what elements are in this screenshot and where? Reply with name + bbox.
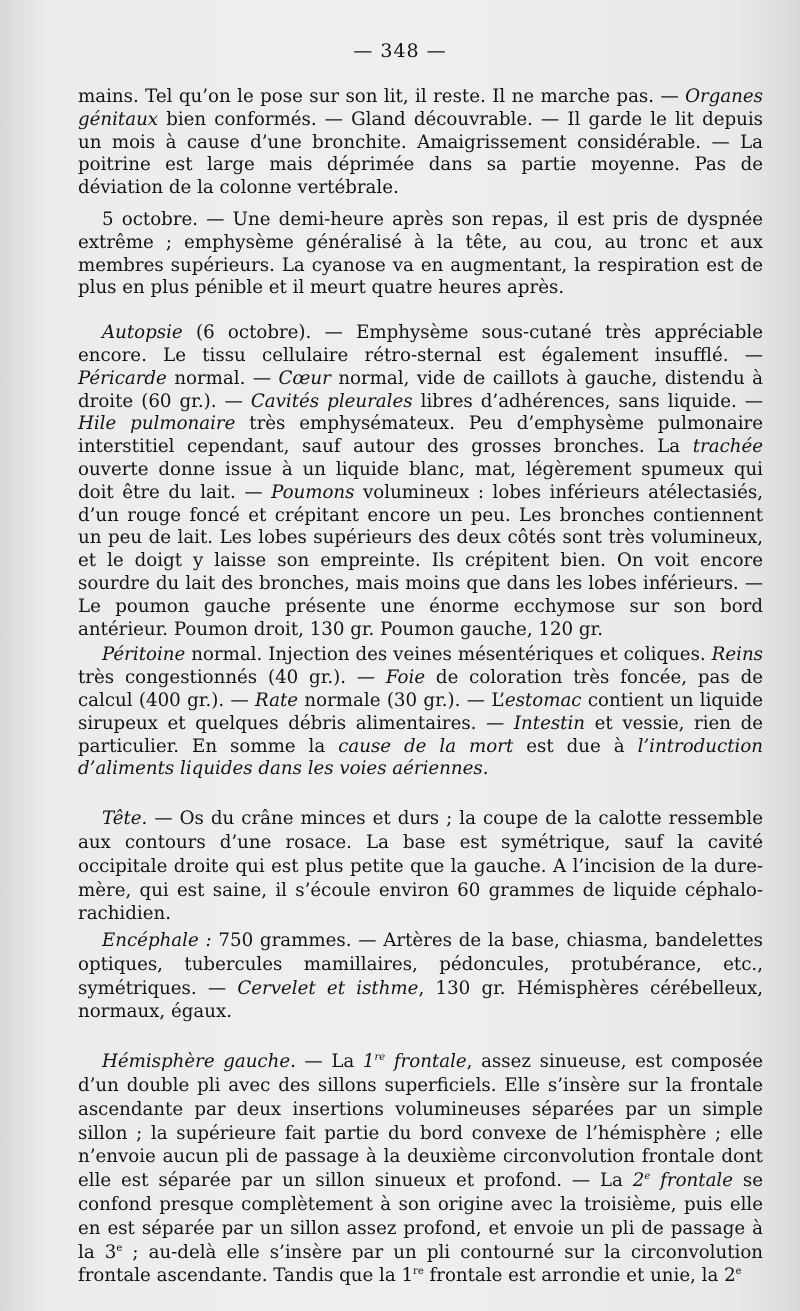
text-run: mains. Tel qu’on le pose sur son lit, il reste. Il ne marche pas. — bbox=[78, 86, 686, 107]
italic-term: 1 bbox=[362, 1051, 375, 1073]
italic-term: Foie bbox=[385, 667, 426, 689]
text-run: contient un liquide sirupeux et quelques débris alimentaires. — bbox=[78, 689, 763, 734]
text-run: bien conformés. — Gland découvrable. — Il garde le lit depuis un mois à cause d’une bronchite. Amaigrissement considérable. — La poitrine est large mais déprimée dans sa partie moyenne. Pas de déviation de la colonne vertébrale. bbox=[78, 108, 763, 199]
text-run: très congestionnés (40 gr.). — bbox=[78, 667, 386, 689]
text-run: normal. Injection des veines mésentériques et coliques. bbox=[185, 644, 712, 666]
text-run: normal. — bbox=[166, 367, 279, 389]
text-run: libres d’adhérences, sans liquide. — bbox=[412, 390, 763, 412]
italic-term: frontale bbox=[650, 1170, 733, 1192]
italic-term: Autopsie bbox=[102, 322, 183, 344]
italic-term: Poumons bbox=[271, 481, 355, 503]
italic-term: Cavités pleurales bbox=[250, 390, 413, 412]
superscript: re bbox=[374, 1052, 386, 1064]
text-run: se confond presque complètement à son origine avec la troisième, puis elle en est séparée par un sillon assez profond, et envoie un pli de passage à la 3 bbox=[78, 1170, 763, 1263]
superscript: e bbox=[116, 1242, 123, 1254]
italic-term: Organes génitaux bbox=[78, 86, 763, 130]
italic-term: 2 bbox=[632, 1170, 645, 1192]
text-run: , 130 gr. Hémisphères cérébelleux, normaux, égaux. bbox=[78, 977, 763, 1023]
text-run: ; au-delà elle s’insère par un pli contourné sur la circonvolution frontale ascendante. Tandis que la 1 bbox=[78, 1241, 764, 1287]
text-run: 750 grammes. — Artères de la base, chiasma, bandelettes optiques, tubercules mamillaires, pédoncules, protubérance, etc., symétriques. — bbox=[78, 930, 763, 999]
italic-term: Péritoine bbox=[102, 644, 186, 666]
paragraph bbox=[78, 86, 763, 200]
text-run: — Os du crâne minces et durs ; la coupe de la calotte ressemble aux contours d’une rosace. La base est symétrique, sauf la cavité occipitale droite qui est plus petite que la gauche. A l’incision de la dure-mère, qui est saine, il s’écoule environ 60 grammes de liquide céphalo-rachidien. bbox=[78, 808, 763, 925]
text-run: volumineux : lobes inférieurs atélectasiés, d’un rouge foncé et crépitant encore un peu. Les bronches contiennent un peu de lait. Les lobes supérieurs des deux côtés sont très volumineux, et le doigt y laisse son empreinte. Ils crépitent bien. On voit encore sourdre du lait des bronches, mais moins que dans les lobes inférieurs. — Le poumon gauche présente une énorme ecchymose sur son bord antérieur. Poumon droit, 130 gr. Poumon gauche, 120 gr. bbox=[78, 481, 763, 640]
text-run: normale (30 gr.). — L’ bbox=[298, 689, 505, 711]
italic-term: cause de la mort bbox=[338, 735, 514, 757]
italic-term: l’introduction d’aliments liquides dans les voies aériennes. bbox=[78, 735, 763, 780]
text-run: de coloration très foncée, pas de calcul (400 gr.). — bbox=[78, 667, 763, 711]
superscript: e bbox=[644, 1171, 651, 1183]
italic-term: Hémisphère gauche. bbox=[102, 1051, 296, 1073]
body-text bbox=[78, 86, 763, 1288]
text-run: frontale est arrondie et unie, la 2 bbox=[423, 1265, 736, 1287]
italic-term: Rate bbox=[255, 689, 299, 711]
italic-term: trachée bbox=[692, 436, 763, 458]
italic-term: estomac bbox=[504, 689, 582, 711]
italic-term: Tête. bbox=[102, 808, 148, 830]
paragraph bbox=[78, 322, 763, 641]
text-run: — La bbox=[295, 1051, 363, 1073]
italic-term: Hile pulmonaire bbox=[78, 413, 236, 435]
italic-term: Cœur bbox=[278, 367, 331, 389]
italic-term: Cervelet et isthme bbox=[237, 977, 419, 999]
page-number: — 348 — bbox=[353, 40, 447, 62]
text-run: et vessie, rien de particulier. En somme la bbox=[78, 712, 763, 757]
italic-term: frontale bbox=[385, 1051, 467, 1073]
paragraph bbox=[78, 1050, 763, 1288]
italic-term: Encéphale : bbox=[102, 930, 212, 952]
paragraph bbox=[78, 644, 763, 781]
superscript: re bbox=[413, 1266, 424, 1278]
text-run: normal, vide de caillots à gauche, distendu à droite (60 gr.). — bbox=[78, 367, 763, 412]
italic-term: Intestin bbox=[513, 712, 586, 734]
italic-term: Reins bbox=[711, 644, 763, 666]
paragraph bbox=[78, 807, 763, 926]
text-run: 5 octobre. — Une demi-heure après son repas, il est pris de dyspnée extrême ; emphysème généralisé à la tête, au cou, au tronc et aux membres supérieurs. La cyanose va en augmentant, la respiration est de plus en plus pénible et il meurt quatre heures après. bbox=[78, 208, 763, 299]
superscript: e bbox=[735, 1266, 742, 1278]
text-run: très emphysémateux. Peu d’emphysème pulmonaire interstitiel cependant, sauf autour des grosses bronches. La bbox=[78, 413, 763, 458]
italic-term: Péricarde bbox=[78, 367, 167, 389]
paragraph bbox=[78, 929, 763, 1024]
text-run: (6 octobre). — Emphysème sous-cutané très appréciable encore. Le tissu cellulaire rétro-sternal est également insufflé. — bbox=[78, 322, 763, 366]
text-run: , assez sinueuse, est composée d’un double pli avec des sillons superficiels. Elle s’insère sur la frontale ascendante par deux insertions volumineuses séparées par un simple sillon ; la supérieure fait partie du bord convexe de l’hémisphère ; elle n’envoie aucun pli de passage à la deuxième circonvolution frontale dont elle est séparée par un sillon sinueux et profond. — La bbox=[78, 1051, 764, 1192]
paragraph bbox=[78, 209, 763, 300]
text-run: ouverte donne issue à un liquide blanc, mat, légèrement spumeux qui doit être du lait. — bbox=[78, 458, 763, 503]
text-run: est due à bbox=[513, 735, 638, 757]
